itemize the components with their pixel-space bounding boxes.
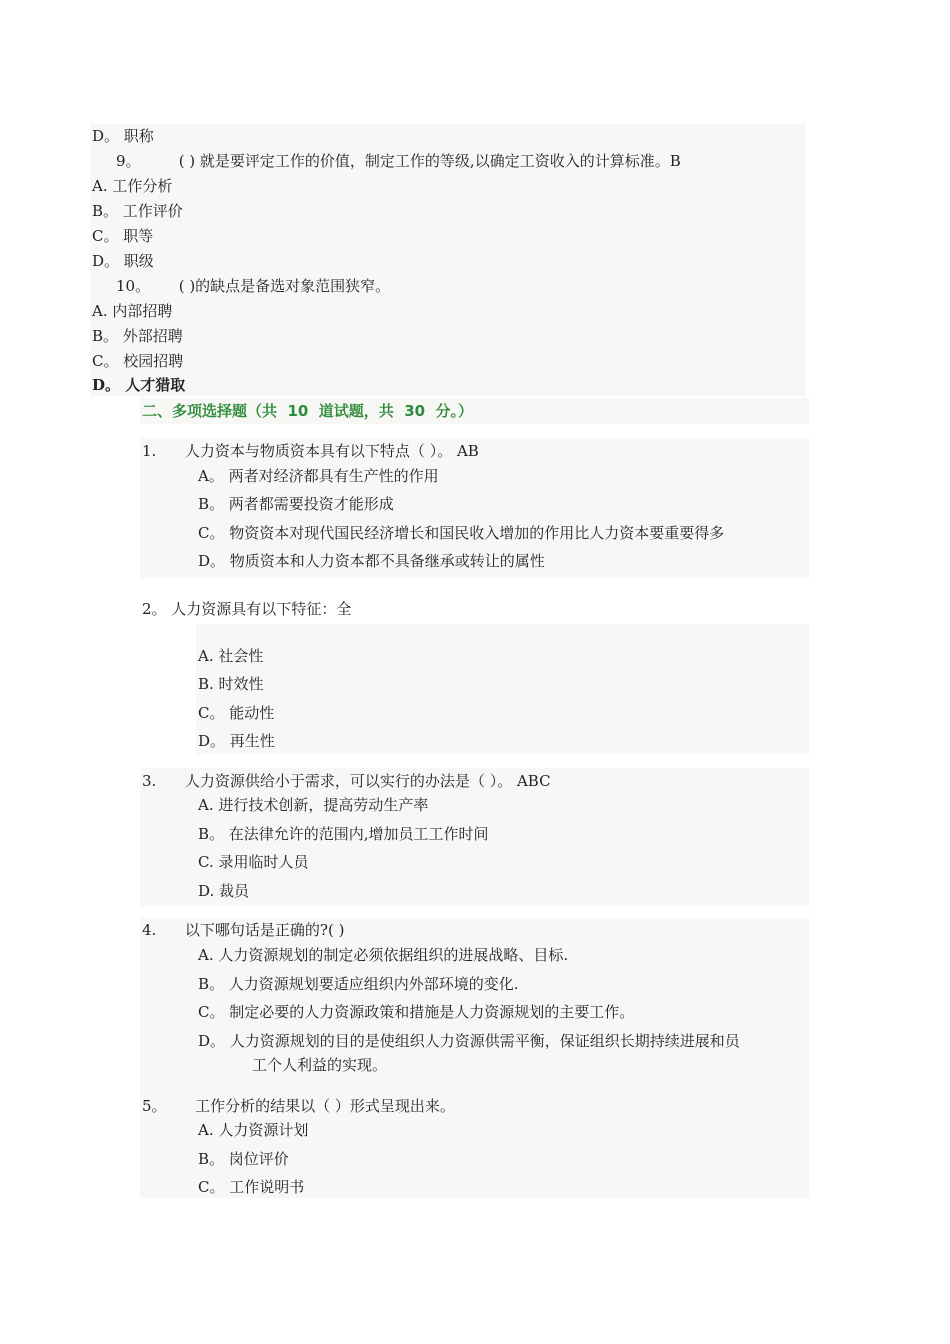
mc-q5-option-b: B。 岗位评价: [198, 1150, 289, 1168]
mc-question-4-stem: 4. 以下哪句话是正确的?( ): [142, 921, 345, 939]
mc-q3-option-d: D. 裁员: [198, 882, 250, 900]
mc-q3-option-c: C. 录用临时人员: [198, 853, 309, 871]
option-c-q9: C。 职等: [92, 227, 154, 245]
mc-q1-option-a: A。 两者对经济都具有生产性的作用: [198, 467, 439, 485]
q4-background: [140, 918, 809, 1080]
question-9-stem: 9。 ( ) 就是要评定工作的价值，制定工作的等级,以确定工资收入的计算标准。B: [116, 152, 681, 170]
section-2-heading: 二、多项选择题（共 10 道试题，共 30 分。）: [142, 402, 474, 420]
mc-q3-option-a: A. 进行技术创新，提高劳动生产率: [198, 796, 429, 814]
option-a-q10: A. 内部招聘: [92, 302, 173, 320]
mc-q2-option-b: B. 时效性: [198, 675, 264, 693]
option-d-q8: D。 职称: [92, 127, 154, 145]
option-c-q10: C。 校园招聘: [92, 352, 184, 370]
mc-q2-option-c: C。 能动性: [198, 704, 275, 722]
mc-q4-option-a: A. 人力资源规划的制定必须依据组织的进展战略、目标.: [198, 946, 569, 964]
mc-q4-option-d-continued: 工个人利益的实现。: [252, 1056, 388, 1074]
mc-q1-option-b: B。 两者都需要投资才能形成: [198, 495, 394, 513]
mc-q2-option-a: A. 社会性: [198, 647, 264, 665]
mc-question-2-stem: 2。 人力资源具有以下特征：全: [142, 600, 352, 618]
mc-question-5-stem: 5。 工作分析的结果以（ ）形式呈现出来。: [142, 1097, 455, 1115]
mc-q2-option-d: D。 再生性: [198, 732, 275, 750]
option-b-q10: B。 外部招聘: [92, 327, 183, 345]
option-d-q10: D。 人才猎取: [92, 376, 186, 394]
q2-background: [196, 624, 809, 754]
mc-q3-option-b: B。 在法律允许的范围内,增加员工工作时间: [198, 825, 489, 843]
mc-q1-option-c: C。 物资资本对现代国民经济增长和国民收入增加的作用比人力资本要重要得多: [198, 524, 725, 542]
option-a-q9: A. 工作分析: [92, 177, 173, 195]
mc-question-1-stem: 1. 人力资本与物质资本具有以下特点（ ）。 AB: [142, 442, 479, 460]
mc-question-3-stem: 3. 人力资源供给小于需求，可以实行的办法是（ ）。 ABC: [142, 772, 551, 790]
option-d-q9: D。 职级: [92, 252, 154, 270]
mc-q1-option-d: D。 物质资本和人力资本都不具备继承或转让的属性: [198, 552, 545, 570]
mc-q4-option-d: D。 人力资源规划的目的是使组织人力资源供需平衡，保证组织长期持续进展和员: [198, 1032, 740, 1050]
mc-q4-option-b: B。 人力资源规划要适应组织内外部环境的变化.: [198, 975, 519, 993]
mc-q5-option-a: A. 人力资源计划: [198, 1121, 309, 1139]
mc-q5-option-c: C。 工作说明书: [198, 1178, 305, 1196]
question-10-stem: 10。 ( )的缺点是备选对象范围狭窄。: [116, 277, 391, 295]
mc-q4-option-c: C。 制定必要的人力资源政策和措施是人力资源规划的主要工作。: [198, 1003, 635, 1021]
option-b-q9: B。 工作评价: [92, 202, 183, 220]
